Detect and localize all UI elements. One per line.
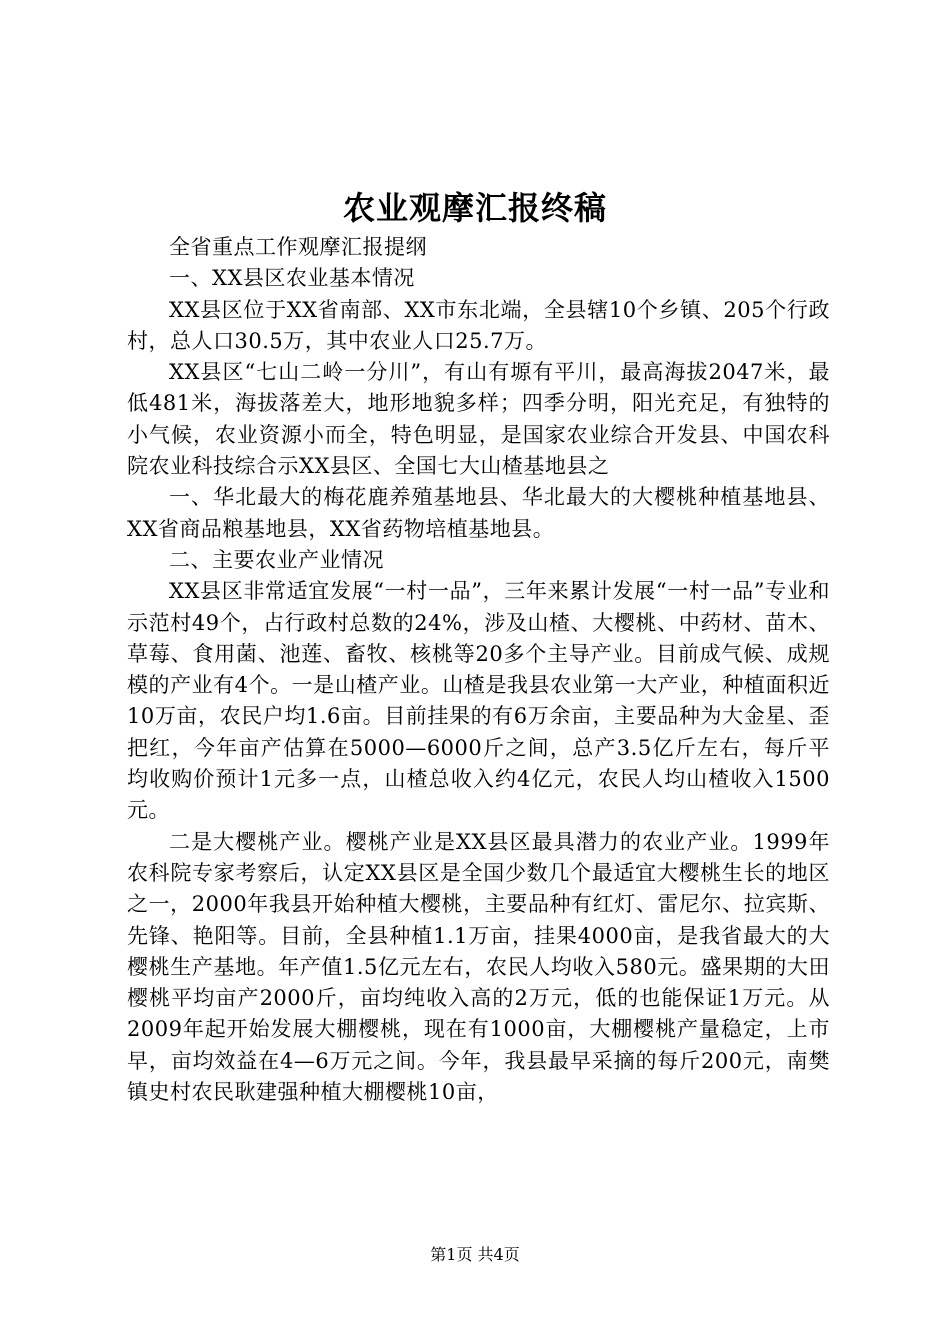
- outline-title: 全省重点工作观摩汇报提纲: [169, 235, 427, 259]
- document-title: 农业观摩汇报终稿: [342, 189, 607, 227]
- paragraph-geography: XX县区“七山二岭一分川”，有山有塬有平川，最高海拔2047米，最低481米，海拔落差大，地形地貌多样；四季分明，阳光充足，有独特的小气候，农业资源小而全，特色明显，是国家农业综合开发县、中国农科院农业科技综合示XX县区、全国七大山楂基地县之: [127, 360, 830, 479]
- section-heading-industries: 二、主要农业产业情况: [169, 547, 384, 572]
- section-heading-basic-situation: 一、XX县区农业基本情况: [169, 266, 415, 291]
- paragraph-hawthorn-industry: XX县区非常适宜发展“一村一品”，三年来累计发展“一村一品”专业和示范村49个，占行政村总数的24%，涉及山楂、大樱桃、中药材、苗木、草莓、食用菌、池莲、畜牧、核桃等20多个主导产业。目前成气候、成规模的产业有4个。一是山楂产业。山楂是我县农业第一大产业，种植面积近10万亩，农民户均1.6亩。目前挂果的有6万余亩，主要品种为大金星、歪把红，今年亩产估算在5000—6000斤之间，总产3.5亿斤左右，每斤平均收购价预计1元多一点，山楂总收入约4亿元，农民人均山楂收入1500元。: [127, 579, 830, 823]
- document-body: [127, 232, 830, 1108]
- paragraph-overview: XX县区位于XX省南部、XX市东北端，全县辖10个乡镇、205个行政村，总人口30.5万，其中农业人口25.7万。: [127, 297, 830, 353]
- paragraph-bases: 一、华北最大的梅花鹿养殖基地县、华北最大的大樱桃种植基地县、XX省商品粮基地县，XX省药物培植基地县。: [127, 485, 830, 541]
- page-footer: 第1页 共4页: [430, 1245, 520, 1264]
- paragraph-cherry-industry: 二是大樱桃产业。樱桃产业是XX县区最具潜力的农业产业。1999年农科院专家考察后，认定XX县区是全国少数几个最适宜大樱桃生长的地区之一，2000年我县开始种植大樱桃，主要品种有红灯、雷尼尔、拉宾斯、先锋、艳阳等。目前，全县种植1.1万亩，挂果4000亩，是我省最大的大樱桃生产基地。年产值1.5亿元左右，农民人均收入580元。盛果期的大田樱桃平均亩产2000斤，亩均纯收入高的2万元，低的也能保证1万元。从2009年起开始发展大棚樱桃，现在有1000亩，大棚樱桃产量稳定，上市早，亩均效益在4—6万元之间。今年，我县最早采摘的每斤200元，南樊镇史村农民耿建强种植大棚樱桃10亩，: [127, 829, 830, 1105]
